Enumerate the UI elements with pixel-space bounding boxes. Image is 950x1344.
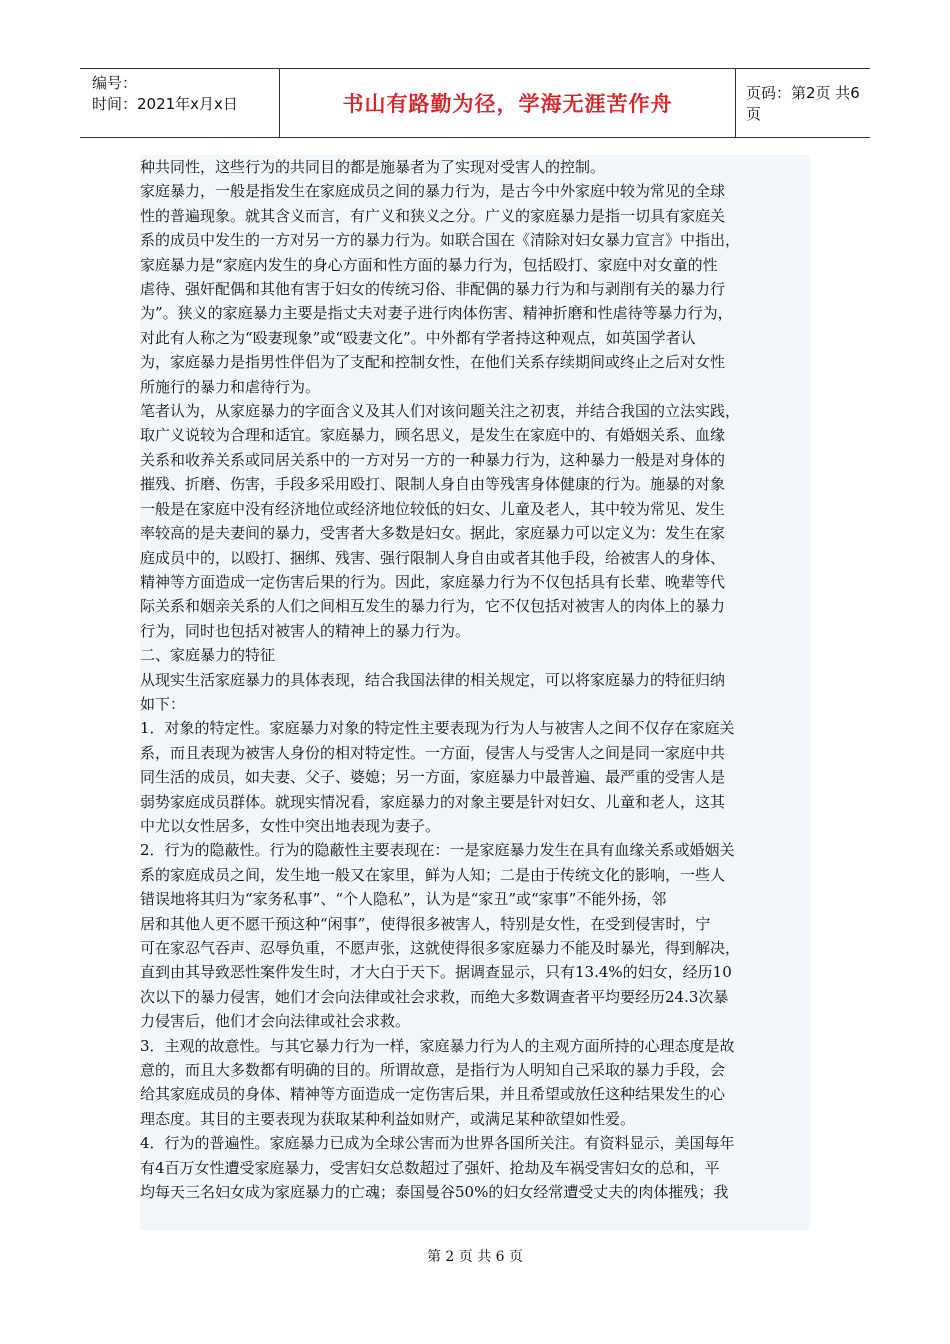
body-text-line: 系的家庭成员之间，发生地一般又在家里，鲜为人知；二是由于传统文化的影响，一些人	[140, 865, 726, 884]
body-text-line: 给其家庭成员的身体、精神等方面造成一定伤害后果，并且希望或放任这种结果发生的心	[140, 1085, 726, 1104]
header-motto-cell	[280, 69, 736, 137]
body-text-line: 性的普遍现象。就其含义而言，有广义和狭义之分。广义的家庭暴力是指一切具有家庭关	[140, 206, 726, 225]
page-header	[80, 68, 870, 138]
body-text-line: 均每天三名妇女成为家庭暴力的亡魂；泰国曼谷50%的妇女经常遭受丈夫的肉体摧残；我	[140, 1183, 729, 1202]
body-text-line: 弱势家庭成员群体。就现实情况看，家庭暴力的对象主要是针对妇女、儿童和老人，这其	[140, 792, 726, 811]
body-text-line: 一般是在家庭中没有经济地位或经济地位较低的妇女、儿童及老人，其中较为常见、发生	[140, 499, 726, 518]
document-body	[140, 155, 810, 1230]
body-text-line: 中尤以女性居多，女性中突出地表现为妻子。	[140, 816, 441, 835]
body-text-line: 系，而且表现为被害人身份的相对特定性。一方面，侵害人与受害人之间是同一家庭中共	[140, 743, 726, 762]
body-text-line: 取广义说较为合理和适宜。家庭暴力，顾名思义，是发生在家庭中的、有婚姻关系、血缘	[140, 426, 726, 445]
header-page-cell	[736, 69, 870, 137]
body-text-line: 关系和收养关系或同居关系中的一方对另一方的一种暴力行为，这种暴力一般是对身体的	[140, 450, 726, 469]
body-text-line: 种共同性，这些行为的共同目的都是施暴者为了实现对受害人的控制。	[140, 158, 606, 176]
header-motto: 书山有路勤为径，学海无涯苦作舟	[342, 92, 673, 116]
header-page-label: 页码：第2页 共6页	[746, 84, 860, 123]
body-text-line: 意的，而且大多数都有明确的目的。所谓故意，是指行为人明知自己采取的暴力手段，会	[140, 1061, 726, 1080]
doc-date-label: 时间：2021年x月x日	[92, 95, 238, 113]
body-text-line: 摧残、折磨、伤害，手段多采用殴打、限制人身自由等残害身体健康的行为。施暴的对象	[140, 475, 726, 494]
body-text-line: 为”。狭义的家庭暴力主要是指丈夫对妻子进行肉体伤害、精神折磨和性虐待等暴力行为，	[140, 304, 733, 323]
body-text-line: 3．主观的故意性。与其它暴力行为一样，家庭暴力行为人的主观方面所持的心理态度是故	[140, 1036, 735, 1055]
body-text-line: 可在家忍气吞声、忍辱负重，不愿声张，这就使得很多家庭暴力不能及时暴光，得到解决，	[140, 939, 741, 957]
body-text-line: 1．对象的特定性。家庭暴力对象的特定性主要表现为行为人与被害人之间不仅存在家庭关	[140, 719, 735, 738]
body-text-line: 居和其他人更不愿干预这种“闲事”，使得很多被害人，特别是女性，在受到侵害时，宁	[140, 914, 711, 933]
body-text-line: 家庭暴力是“家庭内发生的身心方面和性方面的暴力行为，包括殴打、家庭中对女童的性	[140, 255, 718, 274]
body-text-line: 庭成员中的，以殴打、捆绑、残害、强行限制人身自由或者其他手段，给被害人的身体、	[140, 548, 726, 567]
body-text-line: 理态度。其目的主要表现为获取某种利益如财产，或满足某种欲望如性爱。	[140, 1109, 636, 1128]
body-text-line: 所施行的暴力和虐待行为。	[140, 377, 321, 396]
body-text-line: 2．行为的隐蔽性。行为的隐蔽性主要表现在：一是家庭暴力发生在具有血缘关系或婚姻关	[140, 841, 735, 860]
body-text-line: 率较高的是夫妻间的暴力，受害者大多数是妇女。据此，家庭暴力可以定义为：发生在家	[140, 524, 726, 543]
body-text-line: 4．行为的普遍性。家庭暴力已成为全球公害而为世界各国所关注。有资料显示，美国每年	[140, 1134, 735, 1153]
body-text-line: 为，家庭暴力是指男性伴侣为了支配和控制女性，在他们关系存续期间或终止之后对女性	[140, 353, 726, 372]
body-text-line: 从现实生活家庭暴力的具体表现，结合我国法律的相关规定，可以将家庭暴力的特征归纳	[140, 670, 726, 689]
body-text-line: 行为，同时也包括对被害人的精神上的暴力行为。	[140, 621, 471, 640]
body-text-line: 际关系和姻亲关系的人们之间相互发生的暴力行为，它不仅包括对被害人的肉体上的暴力	[140, 597, 726, 616]
page-footer: 第 2 页 共 6 页	[426, 1249, 524, 1265]
body-text-line: 对此有人称之为“殴妻现象”或“殴妻文化”。中外都有学者持这种观点，如英国学者认	[140, 328, 696, 347]
body-text-line: 同生活的成员，如夫妻、父子、婆媳；另一方面，家庭暴力中最普遍、最严重的受害人是	[140, 768, 726, 787]
body-text-line: 系的成员中发生的一方对另一方的暴力行为。如联合国在《清除对妇女暴力宣言》中指出，	[140, 231, 741, 250]
body-text-line: 精神等方面造成一定伤害后果的行为。因此，家庭暴力行为不仅包括具有长辈、晚辈等代	[140, 572, 726, 591]
header-left-cell	[80, 69, 280, 137]
body-text-line: 次以下的暴力侵害，她们才会向法律或社会求救，而绝大多数调查者平均要经历24.3次暴	[140, 987, 729, 1006]
body-text-line: 力侵害后，他们才会向法律或社会求救。	[140, 1012, 411, 1031]
body-text-line: 笔者认为，从家庭暴力的字面含义及其人们对该问题关注之初衷，并结合我国的立法实践，	[140, 402, 741, 421]
body-text-line: 二、家庭暴力的特征	[140, 646, 276, 665]
doc-number-label: 编号：	[92, 74, 138, 92]
body-text-line: 如下：	[140, 694, 186, 713]
body-text-line: 错误地将其归为“家务私事”、“个人隐私”，认为是“家丑”或“家事”不能外扬，邻	[140, 890, 667, 909]
body-text-line: 有4百万女性遭受家庭暴力，受害妇女总数超过了强奸、抢劫及车祸受害妇女的总和，平	[140, 1158, 720, 1177]
body-text-line: 直到由其导致恶性案件发生时，才大白于天下。据调查显示，只有13.4%的妇女，经历10	[140, 963, 732, 982]
body-text-line: 家庭暴力，一般是指发生在家庭成员之间的暴力行为，是古今中外家庭中较为常见的全球	[140, 182, 726, 201]
body-text-line: 虐待、强奸配偶和其他有害于妇女的传统习俗、非配偶的暴力行为和与剥削有关的暴力行	[140, 280, 726, 299]
